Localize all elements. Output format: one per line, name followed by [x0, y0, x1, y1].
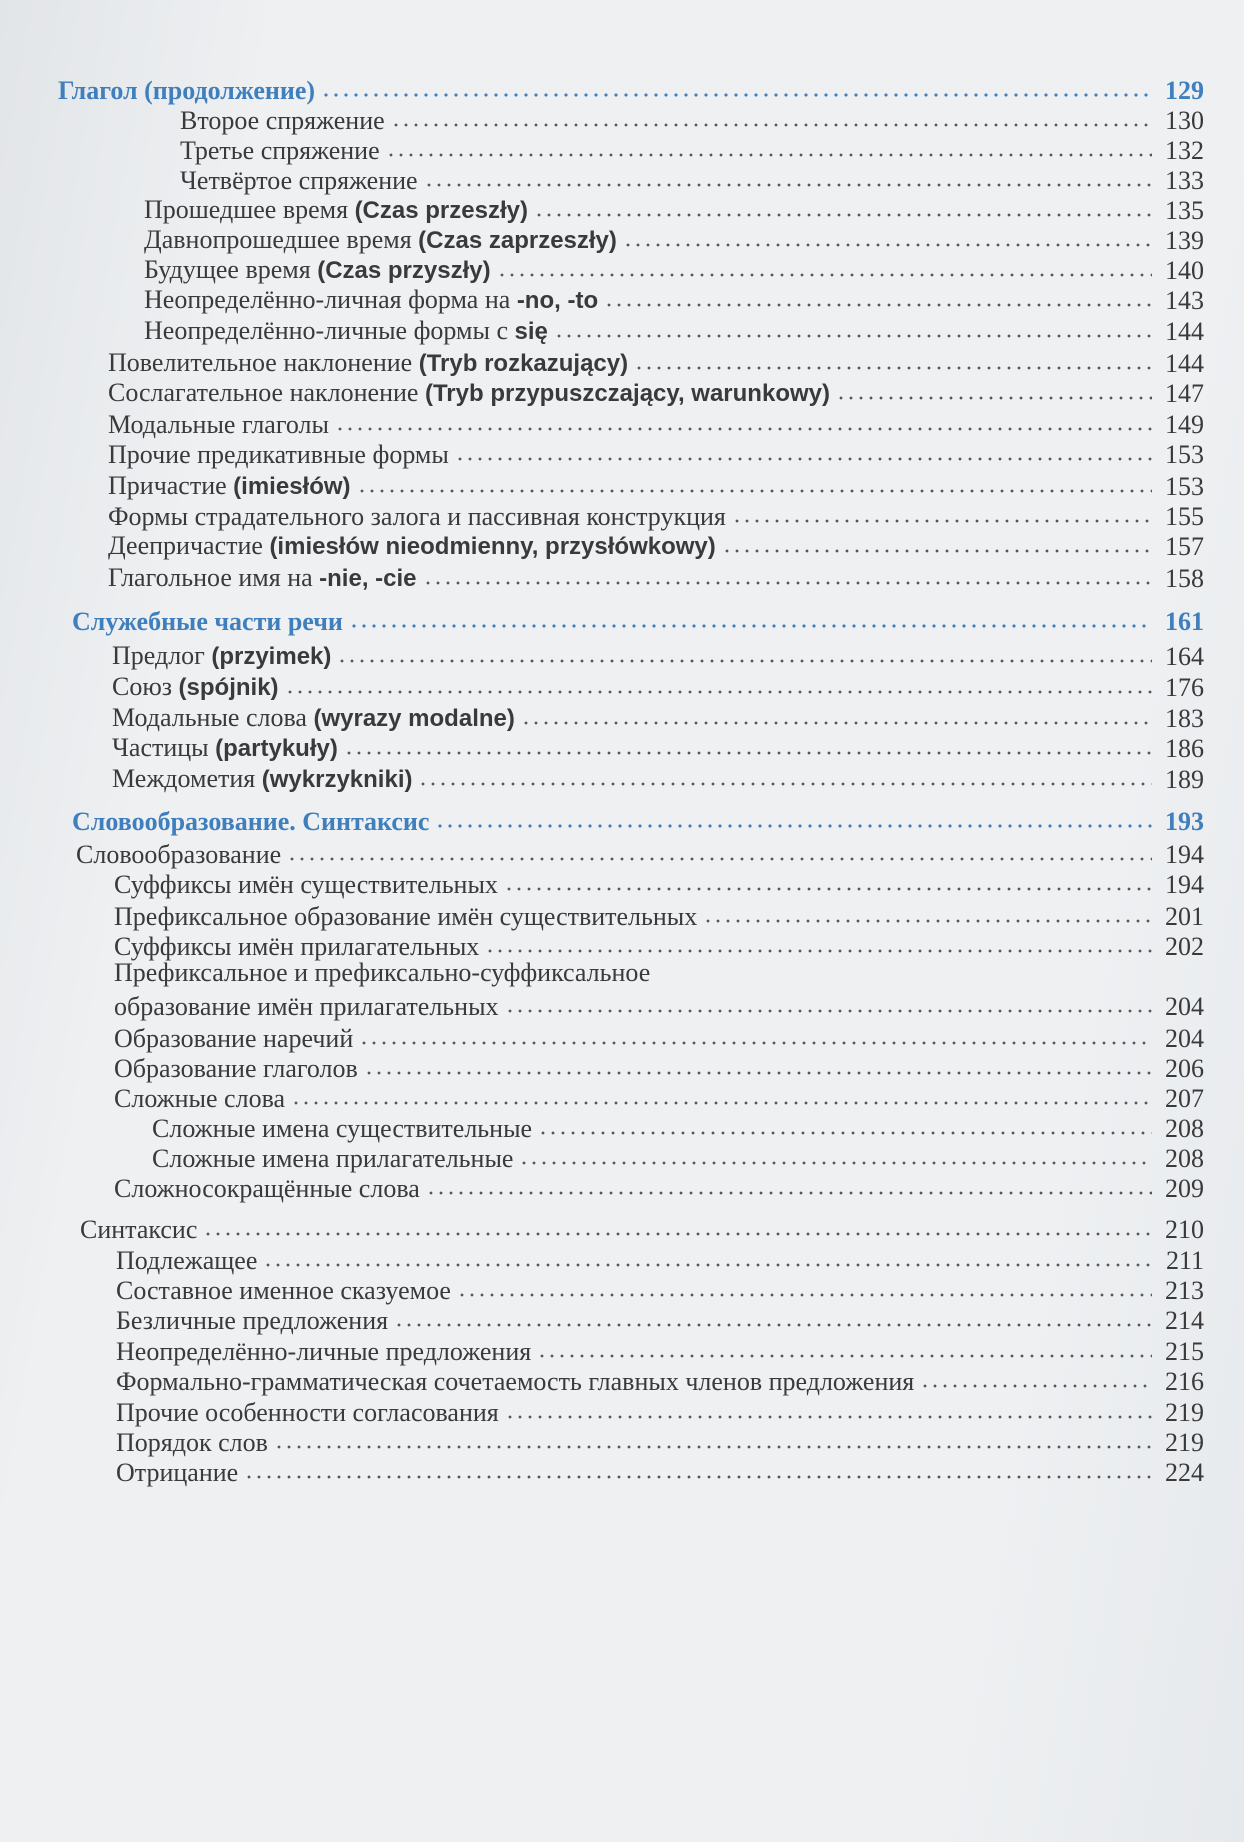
toc-entry-text: Четвёртое спряжение	[180, 166, 418, 195]
toc-entry[interactable]	[0, 1454, 1204, 1488]
toc-entry[interactable]	[0, 988, 1204, 1022]
dot-leader	[418, 780, 1152, 788]
dot-leader	[357, 487, 1152, 495]
toc-entry[interactable]	[0, 132, 1204, 166]
page-number: 210	[1165, 1215, 1204, 1244]
toc-entry-text: Сложные имена существительные	[152, 1114, 533, 1143]
toc-entry-text: Прошедшее время	[144, 195, 355, 224]
toc-entry-text: Союз	[112, 672, 179, 701]
toc-entry-text: Причастие	[108, 471, 234, 500]
page-number: 139	[1165, 226, 1204, 255]
toc-entry-polish-term: (wyrazy modalne)	[313, 705, 515, 732]
page-number: 202	[1165, 932, 1204, 961]
dot-leader	[344, 749, 1152, 757]
toc-entry-text: Префиксальное образование имён существительных	[114, 902, 698, 931]
page-number: 153	[1165, 472, 1204, 501]
dot-leader	[534, 211, 1152, 219]
page-number: 132	[1165, 136, 1204, 165]
toc-entry-text: Подлежащее	[116, 1246, 258, 1275]
toc-entry-text: Неопределённо-личные предложения	[116, 1337, 532, 1366]
page-number: 224	[1165, 1458, 1204, 1487]
dot-leader	[455, 455, 1152, 463]
toc-entry-text: Глагол (продолжение)	[58, 76, 316, 105]
toc-entry[interactable]	[0, 928, 1204, 962]
toc-entry-polish-term: (partykuły)	[215, 735, 338, 762]
page-number: 215	[1165, 1337, 1204, 1366]
page-number: 144	[1165, 349, 1204, 378]
toc-entry-text: Служебные части речи	[72, 607, 343, 636]
toc-entry-polish-term: (Czas zaprzeszły)	[418, 227, 617, 254]
toc-entry-text: Сослагательное наклонение	[108, 378, 425, 407]
toc-entry-title	[112, 672, 279, 703]
toc-entry-polish-term: (Tryb przypuszczający, warunkowy)	[424, 380, 830, 407]
toc-entry-text: Прочие предикативные формы	[108, 440, 449, 469]
toc-entry-text: Частицы	[112, 733, 216, 762]
dot-leader	[435, 822, 1152, 830]
page-number: 158	[1165, 564, 1204, 593]
toc-entry-title	[112, 733, 338, 764]
dot-leader	[291, 1099, 1152, 1107]
toc-entry[interactable]	[0, 102, 1204, 136]
page-number: 164	[1165, 642, 1204, 671]
toc-entry-title	[114, 870, 498, 900]
toc-entry[interactable]	[0, 866, 1204, 900]
page-number: 211	[1165, 1246, 1204, 1275]
toc-entry[interactable]	[0, 836, 1204, 870]
toc-entry-text: Неопределённо-личная форма на	[144, 285, 517, 314]
page-number: 186	[1165, 734, 1204, 763]
toc-entry-text: Повелительное наклонение	[108, 348, 419, 377]
toc-entry-title	[108, 563, 417, 594]
toc-entry-title	[72, 807, 429, 837]
page-number: 194	[1165, 840, 1204, 869]
toc-entry-text: Будущее время	[144, 255, 318, 284]
dot-leader	[424, 181, 1152, 189]
toc-entry[interactable]	[0, 1272, 1204, 1306]
dot-leader	[505, 1007, 1152, 1015]
page-number: 176	[1165, 673, 1204, 702]
toc-entry-polish-term: (spójnik)	[178, 674, 279, 701]
dot-leader	[423, 579, 1152, 587]
toc-entry-text: Безличные предложения	[116, 1306, 389, 1335]
page-number: 183	[1165, 704, 1204, 733]
page-number: 209	[1165, 1174, 1204, 1203]
toc-entry-polish-term: (przyimek)	[211, 643, 332, 670]
toc-entry-polish-term: -nie, -cie	[319, 565, 417, 592]
toc-entry-text: Сложные слова	[114, 1084, 286, 1113]
dot-leader	[349, 622, 1152, 630]
toc-entry[interactable]	[0, 560, 1204, 594]
dot-leader	[538, 1129, 1152, 1137]
toc-entry[interactable]	[0, 1394, 1204, 1428]
toc-entry[interactable]	[0, 528, 1204, 562]
page-number: 147	[1165, 379, 1204, 408]
dot-leader	[634, 364, 1152, 372]
page-number: 194	[1165, 870, 1204, 899]
dot-leader	[920, 1382, 1152, 1390]
page-number: 219	[1165, 1398, 1204, 1427]
toc-entry[interactable]	[0, 1050, 1204, 1084]
dot-leader	[337, 657, 1152, 665]
dot-leader	[274, 1443, 1152, 1451]
toc-entry-polish-term: (imiesłów nieodmienny, przysłówkowy)	[269, 533, 716, 560]
toc-entry[interactable]	[0, 1242, 1204, 1276]
toc-entry-text: Глагольное имя на	[108, 563, 320, 592]
toc-entry-text: Второе спряжение	[180, 106, 385, 135]
dot-leader	[623, 241, 1152, 249]
dot-leader	[485, 947, 1152, 955]
page-number: 155	[1165, 502, 1204, 531]
page-number: 206	[1165, 1054, 1204, 1083]
toc-entry-text: Порядок слов	[116, 1428, 268, 1457]
toc-entry-text: Составное именное сказуемое	[116, 1276, 451, 1305]
toc-entry[interactable]	[0, 669, 1204, 703]
toc-entry-text: образование имён прилагательных	[114, 992, 499, 1021]
toc-entry[interactable]	[0, 498, 1204, 532]
toc-entry-title	[116, 1458, 238, 1488]
page-number: 143	[1165, 286, 1204, 315]
dot-leader	[722, 547, 1152, 555]
toc-entry-polish-term: (Tryb rozkazujący)	[418, 350, 629, 377]
toc-entry[interactable]	[0, 1302, 1204, 1336]
dot-leader	[244, 1473, 1152, 1481]
toc-entry-title	[108, 440, 449, 470]
dot-leader	[504, 885, 1152, 893]
dot-leader	[203, 1230, 1152, 1238]
toc-entry-text: Образование наречий	[114, 1024, 354, 1053]
toc-entry[interactable]	[0, 898, 1204, 932]
toc-entry-title	[108, 378, 830, 409]
page-number: 130	[1165, 106, 1204, 135]
toc-entry[interactable]	[0, 1080, 1204, 1114]
page-number: 214	[1165, 1306, 1204, 1335]
toc-entry[interactable]	[0, 345, 1204, 379]
dot-leader	[386, 151, 1152, 159]
page-number: 157	[1165, 532, 1204, 561]
toc-entry-title	[112, 641, 331, 672]
toc-entry[interactable]	[0, 313, 1204, 347]
dot-leader	[394, 1321, 1152, 1329]
dot-leader	[359, 1039, 1152, 1047]
toc-entry[interactable]	[0, 1211, 1204, 1245]
toc-entry[interactable]	[0, 761, 1204, 795]
dot-leader	[703, 917, 1152, 925]
toc-entry-polish-term: (wykrzykniki)	[261, 766, 413, 793]
toc-entry-text: Сложные имена прилагательные	[152, 1144, 514, 1173]
toc-entry-text: Третье спряжение	[180, 136, 380, 165]
toc-entry-text: Формы страдательного залога и пассивная конструкция	[108, 502, 726, 531]
dot-leader	[426, 1189, 1152, 1197]
toc-entry[interactable]	[0, 162, 1204, 196]
toc-entry-line: Префиксальное и префиксально-суффиксальное	[114, 958, 651, 987]
toc-entry-text: Формально-грамматическая сочетаемость главных членов предложения	[116, 1367, 915, 1396]
toc-entry-title	[114, 1174, 420, 1204]
dot-leader	[537, 1352, 1152, 1360]
toc-entry[interactable]	[0, 730, 1204, 764]
toc-entry-polish-term: (Czas przeszły)	[354, 197, 528, 224]
toc-entry[interactable]	[0, 1140, 1204, 1174]
page-number: 135	[1165, 196, 1204, 225]
toc-entry[interactable]	[0, 1020, 1204, 1054]
page-number: 207	[1165, 1084, 1204, 1113]
dot-leader	[287, 855, 1152, 863]
toc-section-heading[interactable]	[0, 803, 1204, 837]
dot-leader	[391, 121, 1152, 129]
toc-entry[interactable]	[0, 1333, 1204, 1367]
toc-entry[interactable]	[0, 1110, 1204, 1144]
page-number: 149	[1165, 410, 1204, 439]
toc-entry-text: Прочие особенности согласования	[116, 1398, 499, 1427]
dot-leader	[335, 425, 1152, 433]
dot-leader	[732, 517, 1152, 525]
toc-entry-text: Отрицание	[116, 1458, 239, 1487]
page-number: 213	[1165, 1276, 1204, 1305]
toc-entry-text: Давнопрошедшее время	[144, 225, 419, 254]
toc-entry[interactable]	[0, 192, 1204, 226]
toc-entry-text: Сложносокращённые слова	[114, 1174, 420, 1203]
toc-entry[interactable]	[0, 222, 1204, 256]
dot-leader	[554, 332, 1152, 340]
page-number: 208	[1165, 1144, 1204, 1173]
toc-entry-text: Словообразование	[76, 840, 282, 869]
dot-leader	[836, 394, 1152, 402]
toc-entry[interactable]	[0, 638, 1204, 672]
page-number: 140	[1165, 256, 1204, 285]
toc-entry[interactable]	[0, 468, 1204, 502]
dot-leader	[321, 91, 1152, 99]
toc-section-heading[interactable]	[0, 72, 1204, 106]
dot-leader	[263, 1261, 1152, 1269]
page-number: 193	[1165, 807, 1204, 836]
toc-entry-polish-term: się	[514, 318, 548, 345]
toc-entry[interactable]	[0, 252, 1204, 286]
dot-leader	[457, 1291, 1152, 1299]
page-number: 204	[1165, 992, 1204, 1021]
page-number: 201	[1165, 902, 1204, 931]
toc-entry-text: Междометия	[112, 764, 262, 793]
page-number: 219	[1165, 1428, 1204, 1457]
page-number: 144	[1165, 317, 1204, 346]
page-number: 189	[1165, 765, 1204, 794]
toc-entry[interactable]	[0, 700, 1204, 734]
toc-entry-text: Неопределённо-личные формы с	[144, 316, 515, 345]
toc-entry[interactable]	[0, 1170, 1204, 1204]
toc-entry-text: Словообразование. Синтаксис	[72, 807, 430, 836]
toc-entry-title	[72, 607, 343, 637]
toc-entry[interactable]	[0, 1424, 1204, 1458]
toc-entry-title	[144, 316, 548, 347]
toc-entry[interactable]	[0, 406, 1204, 440]
toc-entry-text: Синтаксис	[80, 1215, 198, 1244]
toc-entry-text: Предлог	[112, 641, 212, 670]
dot-leader	[604, 301, 1152, 309]
toc-entry-text: Суффиксы имён прилагательных	[114, 932, 480, 961]
toc-entry-title	[116, 1367, 914, 1397]
dot-leader	[364, 1069, 1152, 1077]
toc-entry[interactable]	[0, 282, 1204, 316]
toc-entry-text: Суффиксы имён существительных	[114, 870, 498, 899]
page-number: 216	[1165, 1367, 1204, 1396]
toc-entry-title	[108, 531, 716, 562]
dot-leader	[521, 719, 1152, 727]
toc-entry[interactable]	[0, 375, 1204, 409]
toc-entry-polish-term: -no, -to	[516, 287, 599, 314]
dot-leader	[519, 1159, 1152, 1167]
toc-entry-text: Деепричастие	[108, 531, 270, 560]
dot-leader	[497, 271, 1152, 279]
page-number: 204	[1165, 1024, 1204, 1053]
toc-entry-text: Образование глаголов	[114, 1054, 358, 1083]
toc-entry-text: Модальные слова	[112, 703, 314, 732]
page-number: 208	[1165, 1114, 1204, 1143]
page-number: 129	[1165, 76, 1204, 105]
toc-entry-title	[116, 1306, 388, 1336]
toc-entry-title	[114, 992, 499, 1022]
toc-entry-polish-term: (imiesłów)	[233, 473, 351, 500]
toc-entry-title	[112, 764, 412, 795]
page-number: 161	[1165, 607, 1204, 636]
toc-entry-polish-term: (Czas przyszły)	[317, 257, 491, 284]
dot-leader	[505, 1413, 1152, 1421]
dot-leader	[285, 688, 1152, 696]
toc-section-heading[interactable]	[0, 603, 1204, 637]
toc-entry-title	[80, 1215, 197, 1245]
toc-entry-text: Модальные глаголы	[108, 410, 329, 439]
page-number: 133	[1165, 166, 1204, 195]
toc-entry-title	[144, 285, 598, 316]
toc-entry[interactable]	[0, 436, 1204, 470]
toc-entry[interactable]	[0, 1363, 1204, 1397]
page-number: 153	[1165, 440, 1204, 469]
